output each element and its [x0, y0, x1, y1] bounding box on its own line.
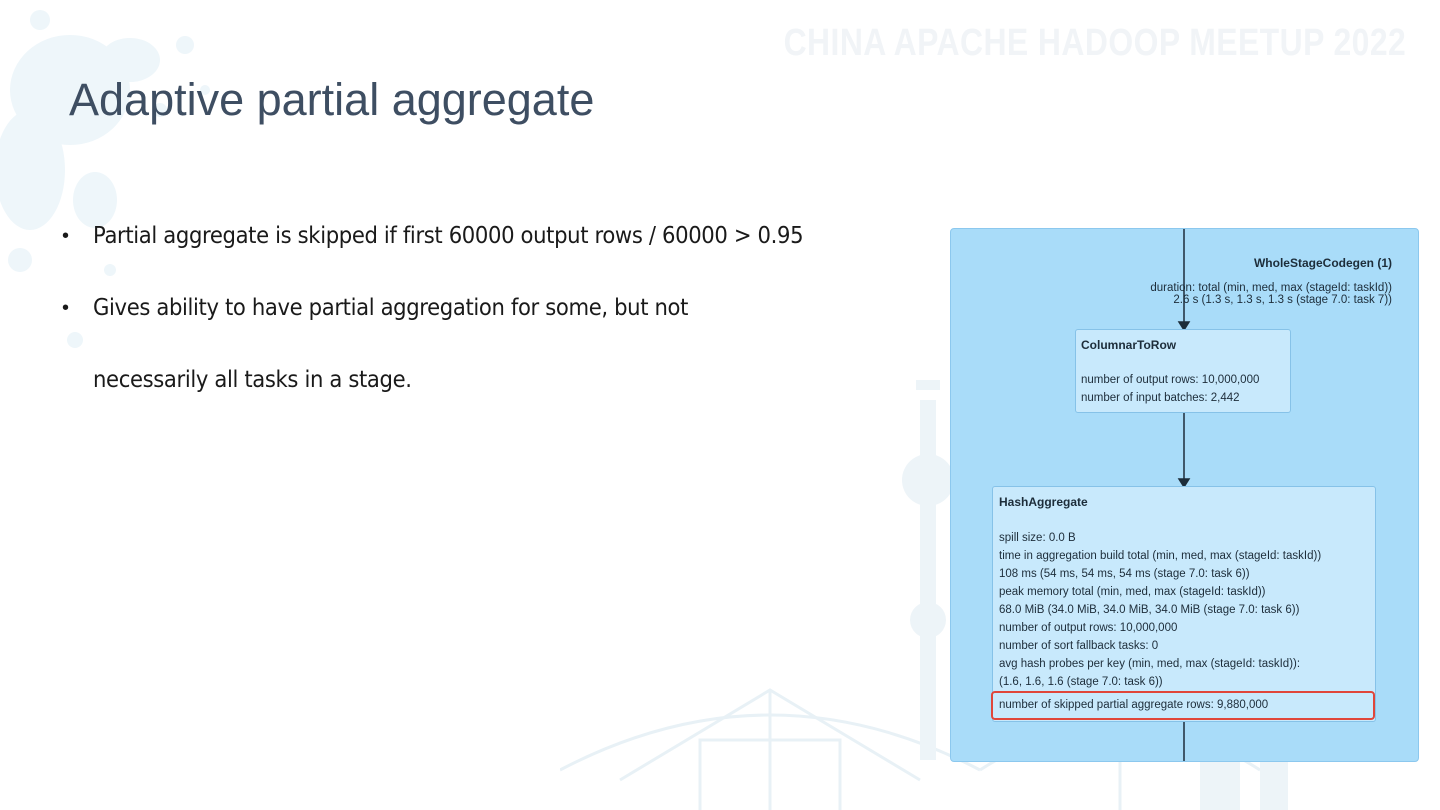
- bullet-marker: •: [62, 225, 70, 247]
- columnar-to-row-node[interactable]: [1075, 329, 1291, 413]
- duration-value: 2.6 s (1.3 s, 1.3 s, 1.3 s (stage 7.0: task 7)): [1173, 294, 1392, 306]
- bullet-text: Gives ability to have partial aggregation for some, but not: [93, 295, 689, 321]
- highlighted-metric: number of skipped partial aggregate rows: 9,880,000: [999, 699, 1269, 711]
- event-watermark: CHINA APACHE HADOOP MEETUP 2022: [783, 22, 1406, 64]
- node-metric: (1.6, 1.6, 1.6 (stage 7.0: task 6)): [999, 676, 1163, 688]
- bullet-text: Partial aggregate is skipped if first 60000 output rows / 60000 > 0.95: [93, 223, 804, 249]
- node-metric: 68.0 MiB (34.0 MiB, 34.0 MiB, 34.0 MiB (stage 7.0: task 6)): [999, 604, 1300, 616]
- node-metric: number of output rows: 10,000,000: [999, 622, 1178, 634]
- node-metric: peak memory total (min, med, max (stageId: taskId)): [999, 586, 1266, 598]
- node-metric: number of sort fallback tasks: 0: [999, 640, 1159, 652]
- bullet-text: necessarily all tasks in a stage.: [93, 367, 412, 393]
- node-metric: number of input batches: 2,442: [1081, 392, 1240, 404]
- node-name: HashAggregate: [999, 495, 1088, 509]
- bullet-item: [62, 290, 740, 326]
- node-metric: 108 ms (54 ms, 54 ms, 54 ms (stage 7.0: task 6)): [999, 568, 1250, 580]
- paint-splash-decoration: [0, 0, 320, 420]
- bullet-continuation: [93, 362, 439, 398]
- bullet-item: [62, 218, 865, 254]
- node-metric: spill size: 0.0 B: [999, 532, 1076, 544]
- node-name: ColumnarToRow: [1081, 338, 1177, 352]
- node-metric: number of output rows: 10,000,000: [1081, 374, 1260, 386]
- stage-title: WholeStageCodegen (1): [1253, 256, 1392, 270]
- whole-stage-codegen-panel: [950, 228, 1419, 762]
- node-metric: time in aggregation build total (min, med, max (stageId: taskId)): [999, 550, 1322, 562]
- bullet-marker: •: [62, 297, 70, 319]
- node-metric: avg hash probes per key (min, med, max (stageId: taskId)):: [999, 658, 1301, 670]
- duration-header: duration: total (min, med, max (stageId: taskId)): [1150, 282, 1392, 294]
- skipped-rows-highlight: [991, 691, 1375, 720]
- stage-duration: [1150, 282, 1392, 306]
- hash-aggregate-node[interactable]: [992, 486, 1376, 722]
- slide-title: Adaptive partial aggregate: [69, 74, 595, 125]
